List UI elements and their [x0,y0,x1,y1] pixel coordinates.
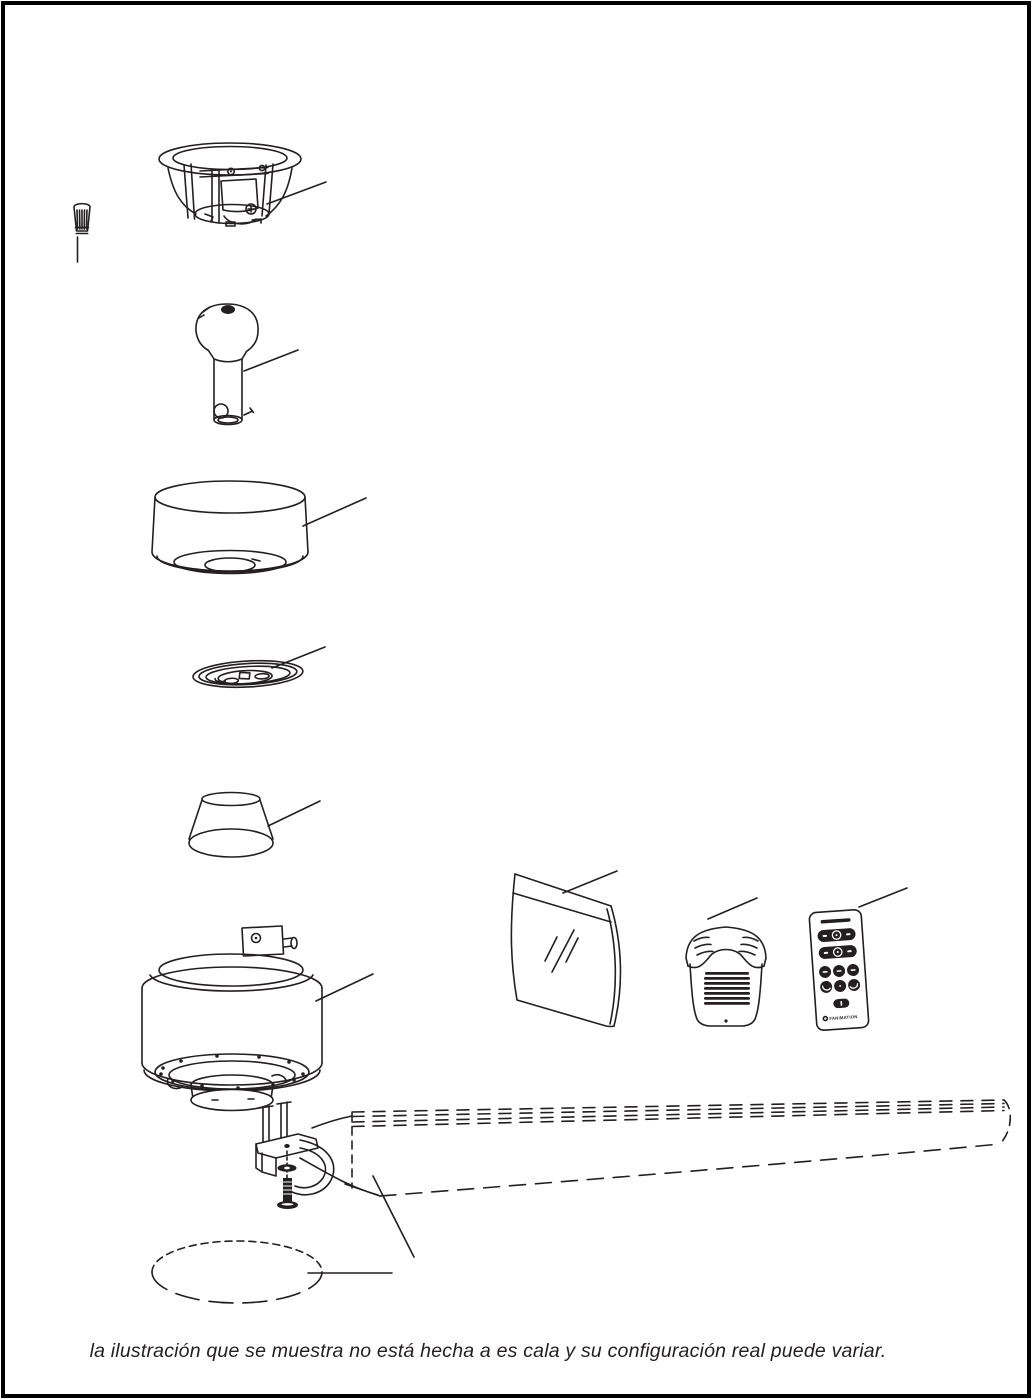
ring-tab-left [224,678,238,684]
leader-line [272,647,325,668]
blade-bottom-edge [380,1144,1000,1196]
canopy-recess [174,551,286,574]
bag-right-crease [607,909,615,1024]
leader-line [859,888,907,907]
remote-power-button [833,998,850,1008]
fanimation-logo-icon [823,1016,827,1020]
remote-fan-speed-cluster [817,928,856,943]
bracket-screw-1-dot [230,171,232,173]
holder-plate-hole [284,1144,290,1148]
receiver-hood-edge [688,950,764,968]
receiver-vent-bars [704,972,750,1005]
leader-line [244,350,298,371]
ring-tab-right [255,673,269,679]
blade-top-edge [352,1100,1004,1127]
motor-dome-lip [150,975,313,991]
remote-brand [823,1014,858,1021]
leader-line [708,898,757,919]
remote-light-cluster [818,945,857,960]
lens-bottom-arc [152,1272,322,1303]
ceiling-mounting-bracket [159,143,326,226]
scale-disclaimer-text: la ilustración que se muestra no está hecha a es cala y su configuración real puede variar. [89,1340,887,1362]
wire-nut-ribs [77,210,87,229]
hood-vents-left [694,937,713,955]
brand-label: FANIMATION [829,1014,858,1021]
remote-ir-slot [820,918,850,924]
canopy [152,481,366,574]
bracket-strut-2 [212,170,219,223]
blade-holder-with-screw [256,1102,334,1209]
hardware-bag [511,871,620,1027]
blade-iron-inner [295,1148,325,1188]
remote-speed-buttons [819,964,860,979]
scale-disclaimer [0,1340,1032,1363]
remote-control [809,909,869,1030]
leader-line [267,182,326,204]
coupling-cover [189,793,320,858]
motor-housing [142,926,373,1111]
leader-line [316,974,373,1001]
remote-mode-buttons [820,979,861,994]
blade-tip [1000,1100,1010,1144]
remote-receiver [686,898,766,1026]
canopy-center-hole [205,558,255,572]
holder-front [256,1144,276,1176]
hanger-bolt [291,938,297,949]
bracket-inner-rim [173,147,287,170]
fan-blade [300,1100,1010,1257]
lens-top-arc [152,1241,322,1272]
bag-top-fold [513,874,611,922]
canopy-bottom-outer [152,552,308,571]
light-kit-lens [152,1241,392,1303]
receiver-screw-dot [724,1019,727,1022]
leader-line [303,498,366,526]
cotter-pin [244,408,254,415]
blade-root-solid [300,1116,380,1196]
hanger-hole-dot [255,937,258,940]
wire-nut [74,204,90,262]
bracket-ground-screw [246,204,256,214]
hood-vents-right [739,937,758,955]
ball-slot [221,305,235,314]
motor-hanger-bracket [242,926,284,956]
ball-nubs [199,307,210,318]
washer-hole [284,1167,290,1170]
downrod-with-ball [196,304,298,425]
cup-top [202,793,260,806]
leader-line [268,801,320,826]
leader-line [563,871,617,893]
canopy-top [155,481,305,513]
leader-line [373,1176,414,1257]
motor-drum-sides [142,988,322,1063]
canopy-sides [152,497,308,552]
bag-shine [545,930,578,972]
cup-bottom [189,829,273,857]
